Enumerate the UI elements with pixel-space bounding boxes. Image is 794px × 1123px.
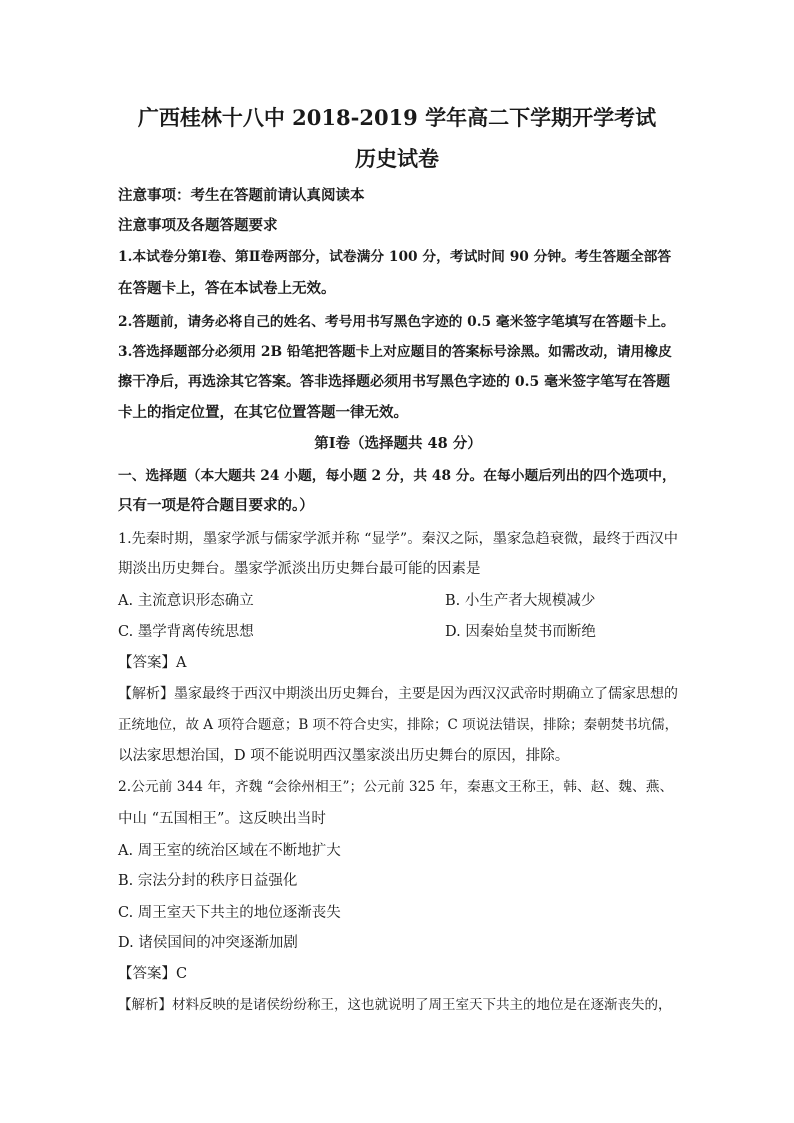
question-2-option-c: C. 周王室天下共主的地位逐渐丧失 — [118, 905, 341, 921]
question-2-option-b: B. 宗法分封的秩序日益强化 — [118, 873, 298, 889]
question-1-stem: 期淡出历史舞台。墨家学派淡出历史舞台最可能的因素是 — [118, 561, 481, 577]
notice-heading: 注意事项：考生在答题前请认真阅读本 — [118, 187, 365, 204]
notice-item: 在答题卡上，答在本试卷上无效。 — [118, 280, 336, 297]
exam-title: 广西桂林十八中 2018-2019 学年高二下学期开学考试 — [137, 105, 657, 130]
question-2-answer: 【答案】C — [118, 966, 188, 982]
question-1-analysis: 正统地位，故 A 项符合题意；B 项不符合史实，排除；C 项说法错误，排除；秦朝焚书坑儒， — [118, 717, 679, 733]
question-2-stem: 中山 “五国相王”。这反映出当时 — [118, 811, 326, 827]
question-2-stem: 2.公元前 344 年，齐魏 “会徐州相王”；公元前 325 年，秦惠文王称王，韩、赵、魏、燕、 — [118, 779, 674, 795]
notice-heading-2: 注意事项及各题答题要求 — [118, 217, 278, 234]
question-2-option-a: A. 周王室的统治区域在不断地扩大 — [118, 843, 341, 859]
exam-subtitle: 历史试卷 — [355, 146, 439, 171]
notice-item: 擦干净后，再选涂其它答案。答非选择题必须用书写黑色字迹的 0.5 毫米签字笔写在答题 — [118, 374, 671, 390]
notice-item: 3.答选择题部分必须用 2B 铅笔把答题卡上对应题目的答案标号涂黑。如需改动，请用橡皮 — [118, 344, 672, 360]
question-1-analysis: 【解析】墨家最终于西汉中期淡出历史舞台，主要是因为西汉汉武帝时期确立了儒家思想的 — [118, 686, 678, 702]
question-1-option-b: B. 小生产者大规模减少 — [445, 593, 596, 609]
question-1-option-a: A. 主流意识形态确立 — [118, 593, 254, 609]
question-1-analysis: 以法家思想治国，D 项不能说明西汉墨家淡出历史舞台的原因，排除。 — [118, 748, 570, 764]
question-1-option-c: C. 墨学背离传统思想 — [118, 624, 254, 640]
notice-item: 1.本试卷分第Ⅰ卷、第Ⅱ卷两部分，试卷满分 100 分，考试时间 90 分钟。考生答题全部答 — [118, 249, 672, 265]
question-2-analysis: 【解析】材料反映的是诸侯纷纷称王，这也就说明了周王室天下共主的地位是在逐渐丧失的， — [118, 997, 672, 1013]
section-title: 第Ⅰ卷（选择题共 48 分） — [314, 435, 482, 452]
question-2-option-d: D. 诸侯国间的冲突逐渐加剧 — [118, 935, 298, 951]
notice-item: 2.答题前，请务必将自己的姓名、考号用书写黑色字迹的 0.5 毫米签字笔填写在答题卡上。 — [118, 314, 675, 330]
question-1-answer: 【答案】A — [118, 655, 187, 671]
part-heading: 一、选择题（本大题共 24 小题，每小题 2 分，共 48 分。在每小题后列出的四个选项中， — [118, 468, 676, 484]
question-1-option-d: D. 因秦始皇焚书而断绝 — [445, 624, 596, 640]
part-heading: 只有一项是符合题目要求的。） — [118, 497, 314, 514]
question-1-stem: 1.先秦时期，墨家学派与儒家学派并称 “显学”。秦汉之际，墨家急趋衰微，最终于西汉中 — [118, 531, 678, 547]
notice-item: 卡上的指定位置，在其它位置答题一律无效。 — [118, 404, 408, 421]
